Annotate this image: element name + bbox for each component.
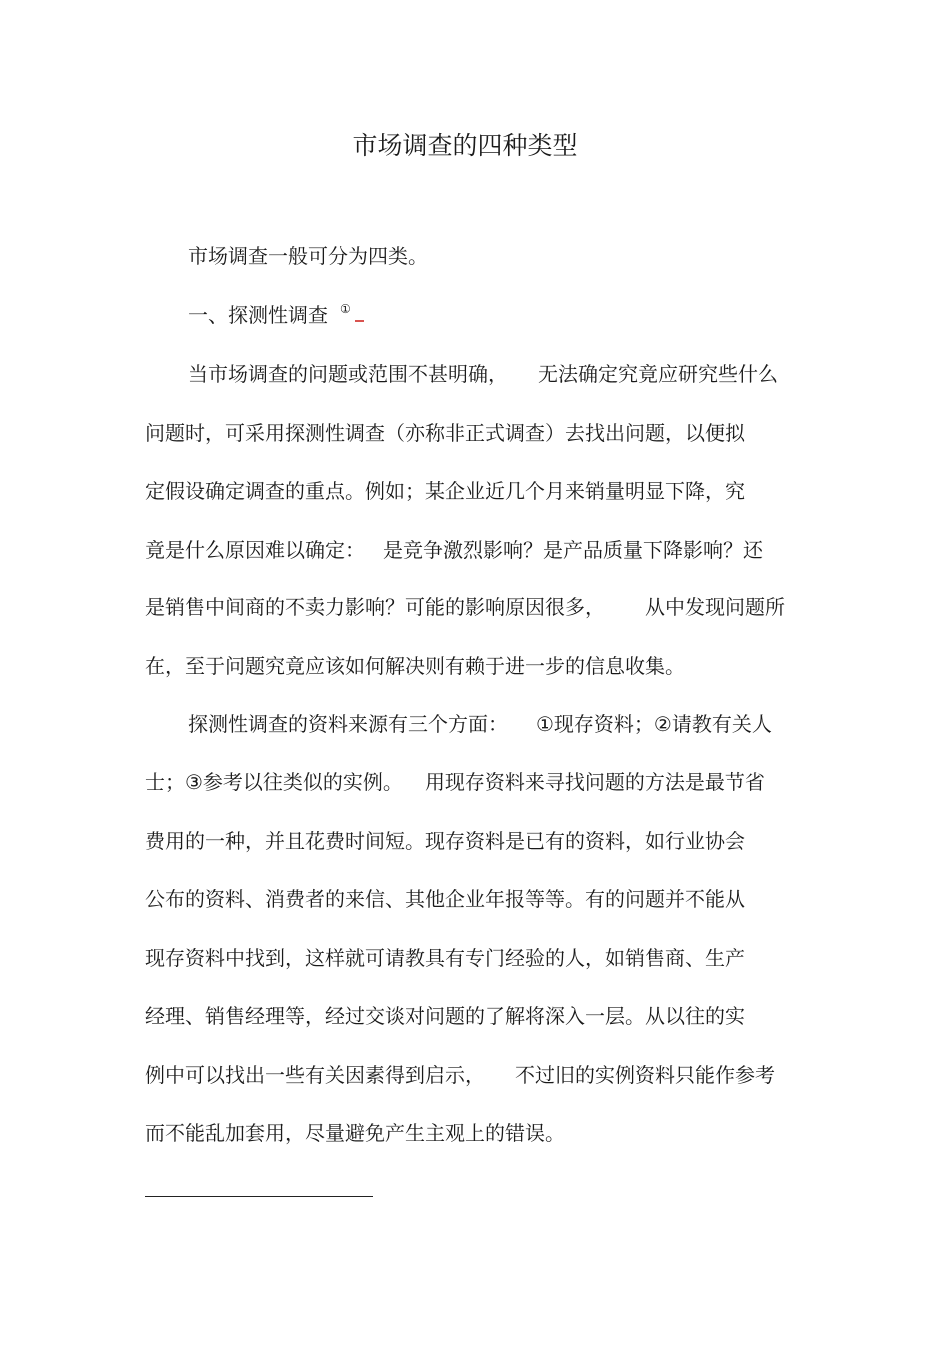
footnote-marker-icon — [355, 308, 364, 322]
paragraph-2-line-7 — [145, 1060, 775, 1090]
section-heading-text: 一、探测性调查 — [188, 303, 328, 327]
text-segment: 是销售中间商的不卖力影响？可能的影响原因很多， — [145, 595, 605, 619]
text-segment: 是竞争激烈影响？是产品质量下降影响？还 — [383, 538, 763, 562]
text-segment: 不过旧的实例资料只能作参考 — [515, 1063, 775, 1087]
text-segment: ①现存资料；②请教有关人 — [536, 712, 772, 736]
footnote-reference[interactable]: ① — [340, 302, 351, 316]
paragraph-2-line-1 — [188, 709, 772, 739]
section-heading — [188, 300, 364, 333]
paragraph-1-line-2: 问题时，可采用探测性调查（亦称非正式调查）去找出问题，以便拟 — [145, 421, 745, 445]
text-segment: 士；③参考以往类似的实例。 — [145, 770, 403, 794]
footnote-separator — [145, 1196, 373, 1197]
paragraph-1-line-3: 定假设确定调查的重点。例如；某企业近几个月来销量明显下降，究 — [145, 479, 745, 503]
text-segment: 当市场调查的问题或范围不甚明确， — [188, 362, 508, 386]
text-segment: 例中可以找出一些有关因素得到启示， — [145, 1063, 485, 1087]
text-segment: 无法确定究竟应研究些什么 — [538, 362, 778, 386]
text-segment: 用现存资料来寻找问题的方法是最节省 — [424, 770, 765, 794]
paragraph-2-line-5: 现存资料中找到，这样就可请教具有专门经验的人，如销售商、生产 — [145, 946, 745, 970]
paragraph-2-line-8: 而不能乱加套用，尽量避免产生主观上的错误。 — [145, 1121, 565, 1145]
paragraph-2-line-6: 经理、销售经理等，经过交谈对问题的了解将深入一层。从以往的实 — [145, 1004, 745, 1028]
text-segment: 竟是什么原因难以确定： — [145, 538, 365, 562]
intro-text: 市场调查一般可分为四类。 — [188, 244, 428, 268]
paragraph-2-line-3: 费用的一种，并且花费时间短。现存资料是已有的资料，如行业协会 — [145, 829, 745, 853]
paragraph-1-line-5 — [145, 592, 785, 622]
paragraph-2-line-2 — [145, 767, 765, 797]
page-title: 市场调查的四种类型 — [352, 131, 578, 160]
paragraph-1-line-6: 在，至于问题究竟应该如何解决则有赖于进一步的信息收集。 — [145, 654, 685, 678]
text-segment: 从中发现问题所 — [645, 595, 785, 619]
text-segment: 探测性调查的资料来源有三个方面： — [188, 712, 508, 736]
paragraph-2-line-4: 公布的资料、消费者的来信、其他企业年报等等。有的问题并不能从 — [145, 887, 745, 911]
paragraph-1-line-1 — [188, 359, 778, 389]
paragraph-1-line-4 — [145, 535, 763, 565]
